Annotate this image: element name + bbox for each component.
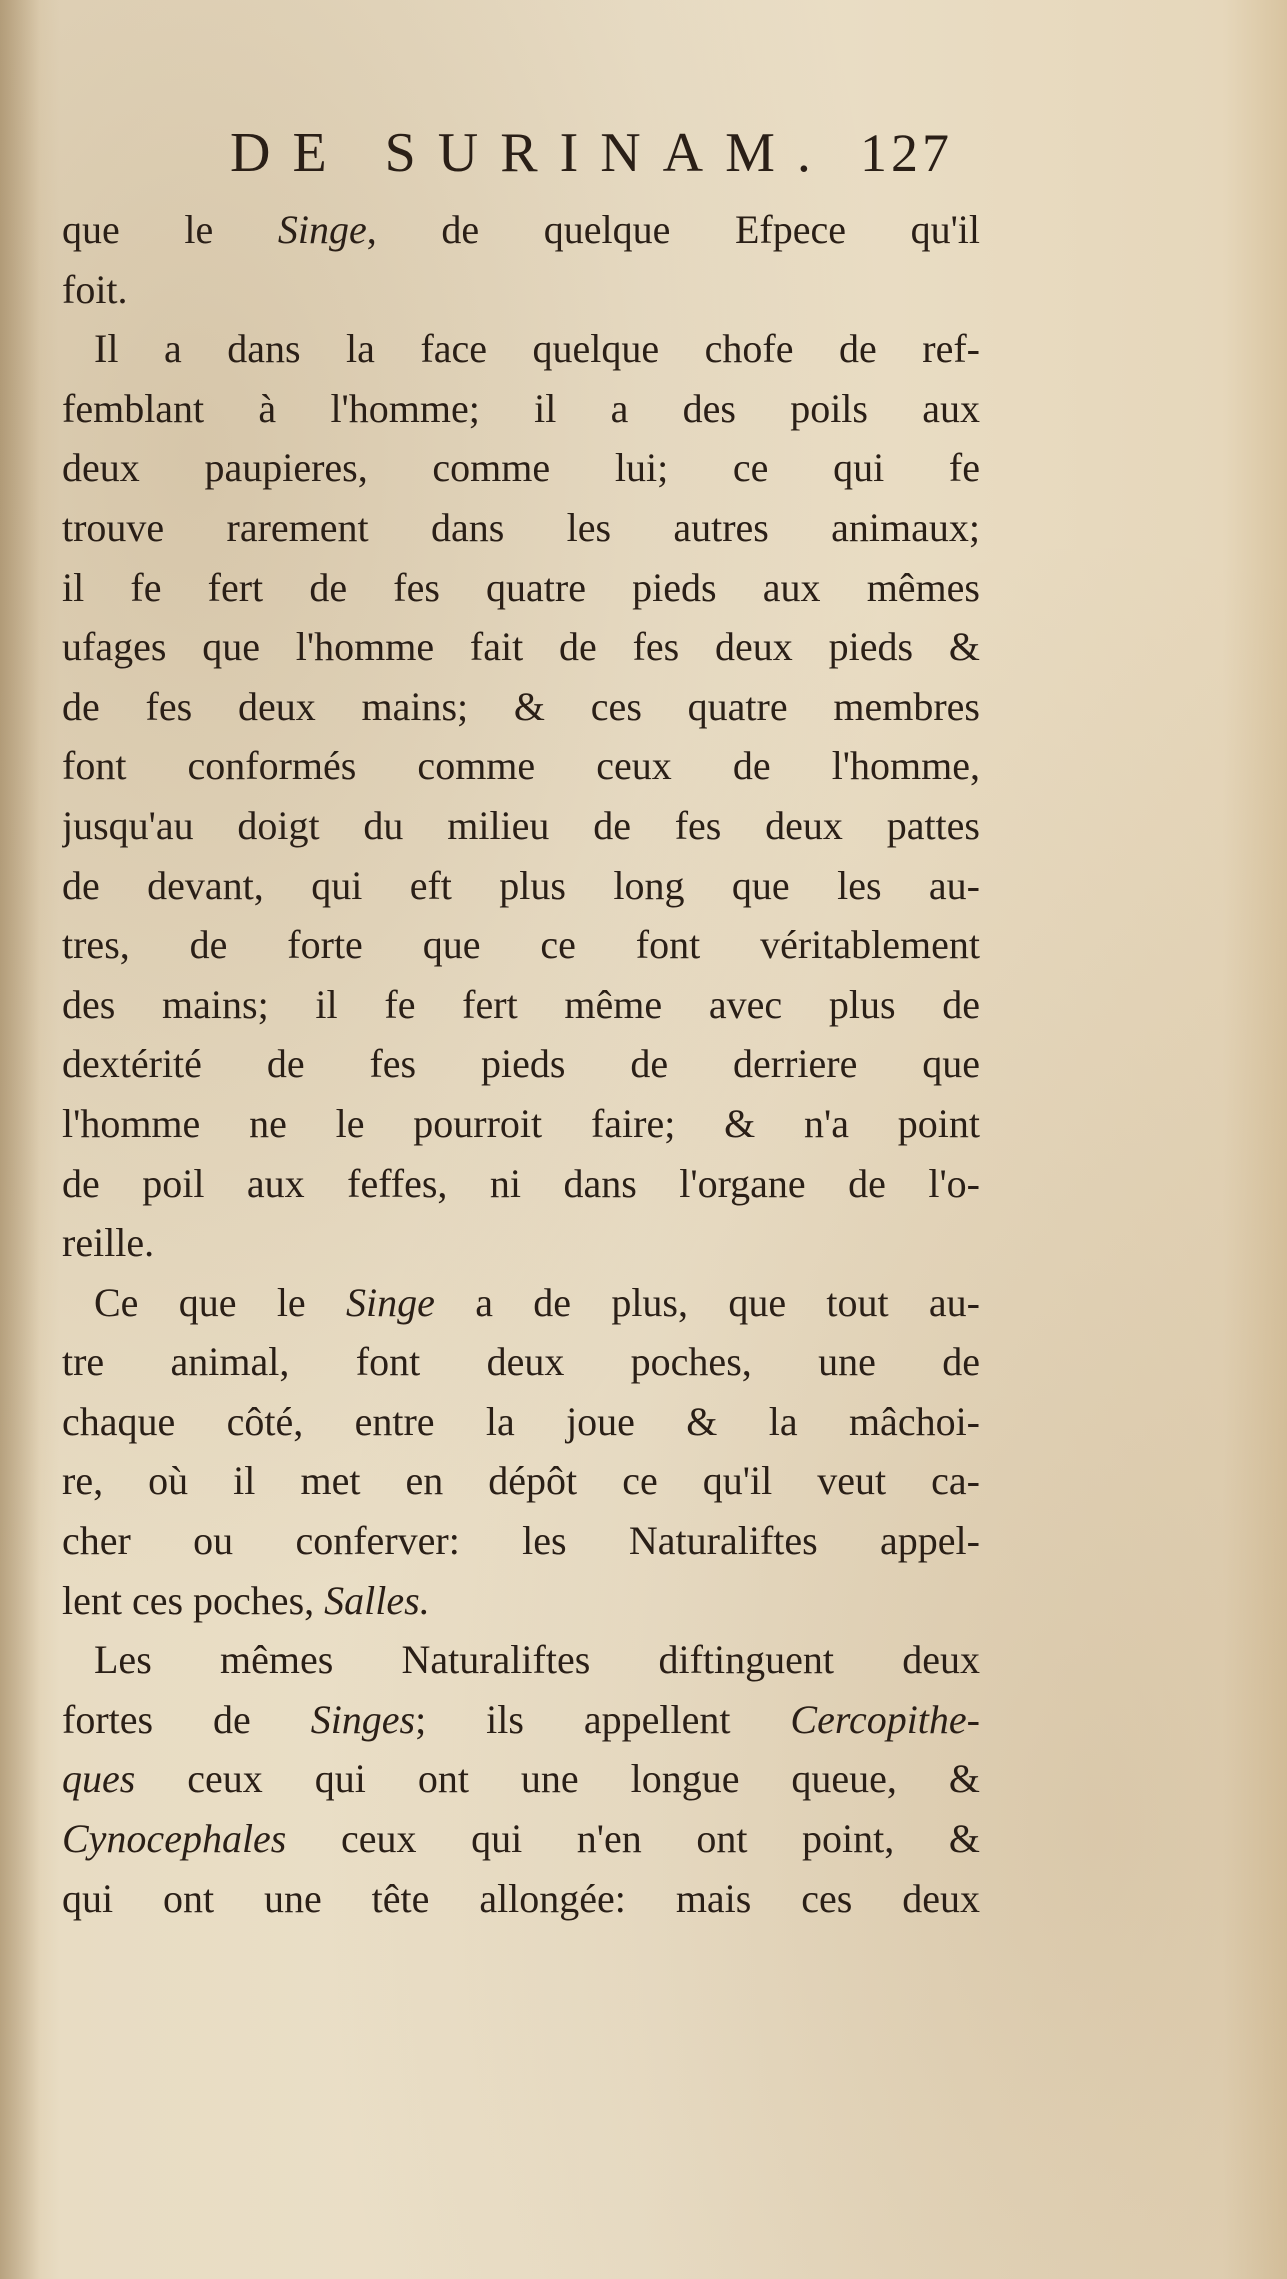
text-line — [62, 856, 980, 916]
text-line — [62, 1392, 980, 1452]
text-run: font conformés comme ceux de l'homme, — [62, 743, 980, 789]
text-run: re, où il met en dépôt ce qu'il veut ca- — [62, 1458, 980, 1504]
text-run: reille. — [62, 1220, 155, 1266]
text-run: ceux qui ont une longue queue, & — [135, 1756, 980, 1802]
text-run: foit. — [62, 266, 128, 312]
text-line — [62, 1273, 980, 1333]
text-line — [62, 200, 980, 260]
text-line — [62, 677, 980, 737]
page-number: 127 — [860, 123, 953, 183]
page-header — [200, 118, 1100, 188]
text-run: ; ils appellent — [415, 1696, 791, 1742]
running-head: DE SURINAM. — [230, 122, 833, 184]
text-line — [62, 1571, 980, 1631]
text-line — [62, 319, 980, 379]
text-line — [62, 796, 980, 856]
text-run: que le — [62, 207, 278, 252]
text-line — [62, 1034, 980, 1094]
text-run: trouve rarement dans les autres animaux; — [62, 504, 980, 550]
text-run: femblant à l'homme; il a des poils aux — [62, 385, 980, 431]
text-line — [62, 558, 980, 618]
text-run: Les mêmes Naturaliftes diftinguent deux — [94, 1637, 980, 1683]
text-line — [62, 1749, 980, 1809]
text-run: deux paupieres, comme lui; ce qui fe — [62, 445, 980, 491]
text-run: tre animal, font deux poches, une de — [62, 1339, 980, 1385]
text-line — [62, 1094, 980, 1154]
italic-text: Salles. — [324, 1577, 430, 1623]
text-line — [62, 498, 980, 558]
text-run: ufages que l'homme fait de fes deux pieds & — [62, 624, 980, 670]
italic-text: Singe — [346, 1279, 435, 1325]
text-run: dextérité de fes pieds de derriere que — [62, 1041, 980, 1087]
text-line — [62, 1451, 980, 1511]
text-run: fortes de — [62, 1696, 311, 1742]
italic-text: ques — [62, 1756, 136, 1802]
text-line — [62, 379, 980, 439]
text-run: , de quelque Efpece qu'il — [366, 207, 980, 252]
text-run: cher ou conferver: les Naturaliftes appel- — [62, 1518, 980, 1564]
text-run: Il a dans la face quelque chofe de ref- — [94, 326, 980, 372]
text-run: de poil aux feffes, ni dans l'organe de l'o- — [62, 1160, 980, 1206]
text-line — [62, 736, 980, 796]
text-line — [62, 915, 980, 975]
text-line — [62, 438, 980, 498]
italic-text: Cercopithe- — [790, 1696, 980, 1742]
text-run: des mains; il fe fert même avec plus de — [62, 981, 980, 1027]
text-run: jusqu'au doigt du milieu de fes deux pattes — [62, 802, 980, 848]
text-line — [62, 1809, 980, 1869]
text-run: ceux qui n'en ont point, & — [286, 1816, 980, 1862]
text-run: de devant, qui eft plus long que les au- — [62, 862, 980, 908]
text-run: il fe fert de fes quatre pieds aux mêmes — [62, 564, 980, 610]
body-text — [62, 200, 980, 1928]
text-line — [62, 617, 980, 677]
text-run: tres, de forte que ce font véritablement — [62, 922, 980, 968]
text-run: l'homme ne le pourroit faire; & n'a point — [62, 1100, 980, 1146]
text-line — [62, 1154, 980, 1214]
text-line — [62, 1213, 980, 1273]
text-run: lent ces poches, — [62, 1577, 325, 1623]
italic-text: Singe — [277, 207, 367, 252]
italic-text: Cynocephales — [62, 1816, 287, 1862]
text-line — [62, 1869, 980, 1929]
text-line — [62, 1690, 980, 1750]
text-run: qui ont une tête allongée: mais ces deux — [62, 1875, 980, 1921]
text-run: de fes deux mains; & ces quatre membres — [62, 683, 980, 729]
text-line — [62, 975, 980, 1035]
text-line — [62, 260, 980, 320]
text-line — [62, 1511, 980, 1571]
italic-text: Singes — [310, 1696, 416, 1742]
gutter-shadow — [0, 0, 40, 2279]
text-run: Ce que le — [94, 1279, 346, 1325]
text-run: chaque côté, entre la joue & la mâchoi- — [62, 1398, 980, 1444]
text-line — [62, 1630, 980, 1690]
text-run: a de plus, que tout au- — [434, 1279, 980, 1325]
text-line — [62, 1332, 980, 1392]
